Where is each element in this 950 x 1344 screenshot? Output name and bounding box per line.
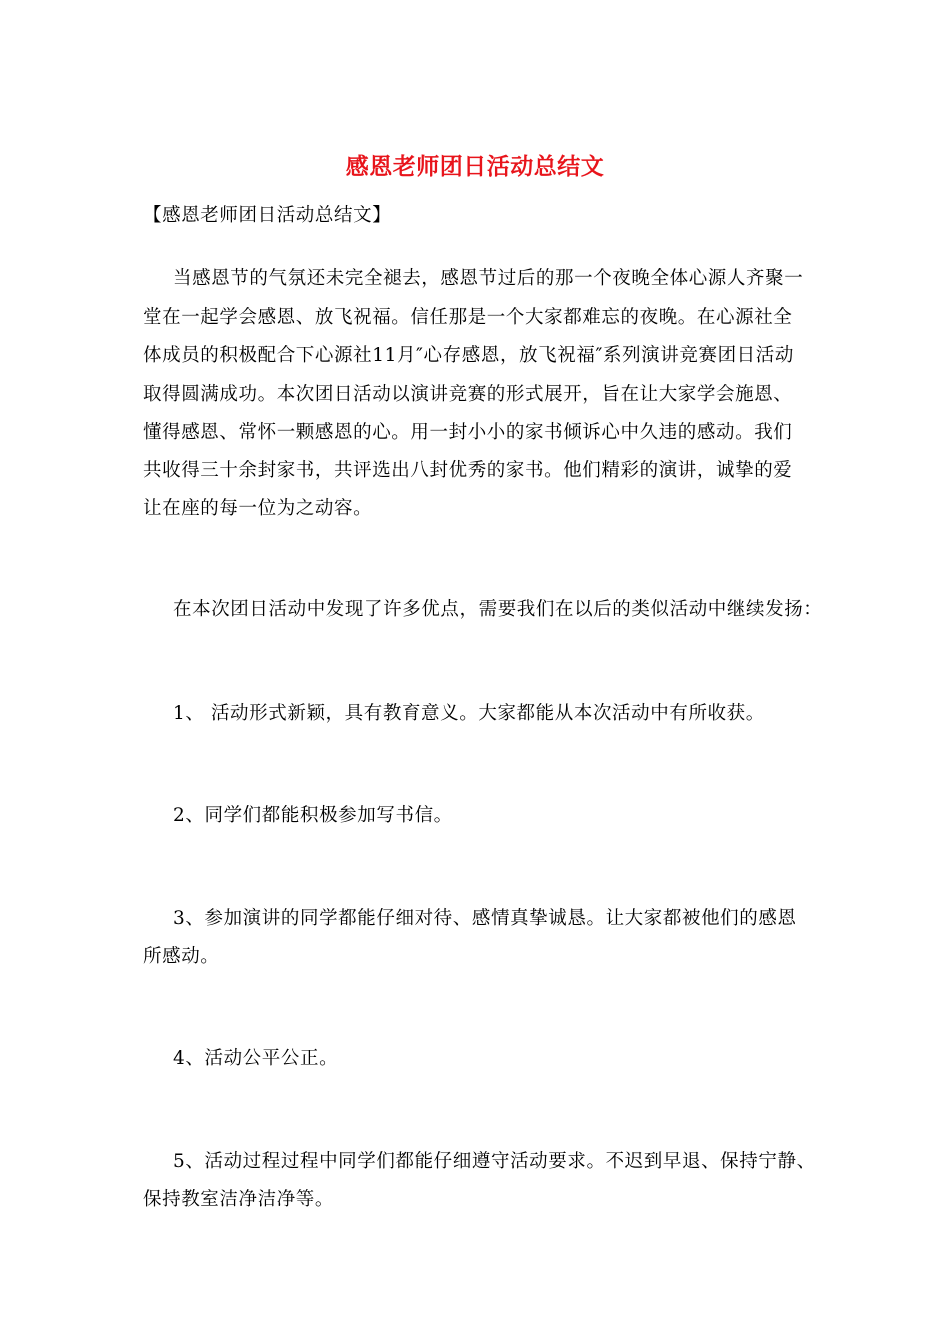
paragraph-line: 体成员的积极配合下心源社11月″心存感恩，放飞祝福″系列演讲竞赛团日活动 bbox=[143, 345, 794, 366]
list-item: 4、活动公平公正。 bbox=[173, 1048, 339, 1069]
paragraph-line: 取得圆满成功。本次团日活动以演讲竞赛的形式展开，旨在让大家学会施恩、 bbox=[143, 384, 793, 405]
paragraph-line: 懂得感恩、常怀一颗感恩的心。用一封小小的家书倾诉心中久违的感动。我们 bbox=[143, 422, 793, 443]
list-item-continuation: 所感动。 bbox=[143, 946, 220, 967]
list-item: 5、活动过程过程中同学们都能仔细遵守活动要求。不迟到早退、保持宁静、 bbox=[173, 1151, 816, 1172]
paragraph-line: 共收得三十余封家书，共评选出八封优秀的家书。他们精彩的演讲，诚挚的爱 bbox=[143, 460, 793, 481]
list-item: 1、 活动形式新颖，具有教育意义。大家都能从本次活动中有所收获。 bbox=[173, 703, 765, 724]
page-title: 感恩老师团日活动总结文 bbox=[345, 153, 605, 180]
paragraph-line: 堂在一起学会感恩、放飞祝福。信任那是一个大家都难忘的夜晚。在心源社全 bbox=[143, 307, 793, 328]
list-item: 2、同学们都能积极参加写书信。 bbox=[173, 805, 453, 826]
intro-line: 在本次团日活动中发现了许多优点，需要我们在以后的类似活动中继续发扬： bbox=[173, 599, 823, 620]
paragraph-line: 当感恩节的气氛还未完全褪去，感恩节过后的那一个夜晚全体心源人齐聚一 bbox=[173, 268, 804, 289]
subtitle: 【感恩老师团日活动总结文】 bbox=[143, 205, 392, 226]
paragraph-line: 让在座的每一位为之动容。 bbox=[143, 498, 373, 519]
list-item-continuation: 保持教室洁净洁净等。 bbox=[143, 1189, 335, 1210]
list-item: 3、参加演讲的同学都能仔细对待、感情真挚诚恳。让大家都被他们的感恩 bbox=[173, 908, 797, 929]
